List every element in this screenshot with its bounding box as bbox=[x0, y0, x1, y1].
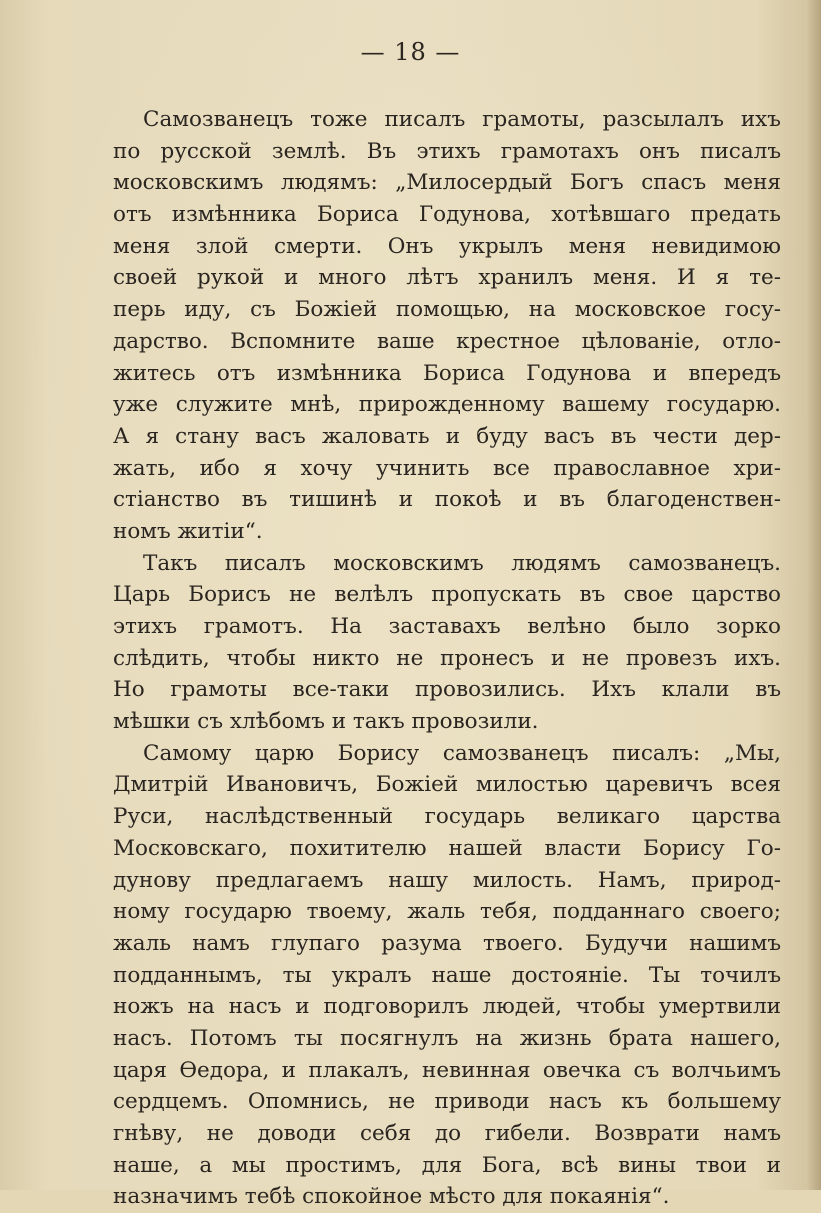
text-line: жаль намъ глупаго разума твоего. Будучи нашимъ bbox=[113, 930, 781, 956]
text-line: уже служите мнѣ, прирожденному вашему государю. bbox=[113, 392, 781, 418]
text-line: ножъ на насъ и подговорилъ людей, чтобы умертвили bbox=[113, 994, 781, 1020]
text-line: стіанство въ тишинѣ и покоѣ и въ благоденствен- bbox=[113, 487, 781, 513]
text-line: наше, а мы простимъ, для Бога, всѣ вины твои и bbox=[113, 1152, 781, 1178]
page-number: — 18 — bbox=[360, 38, 461, 66]
text-line: Московскаго, похитителю нашей власти Борису Го- bbox=[113, 835, 781, 861]
text-line: по русской землѣ. Въ этихъ грамотахъ онъ писалъ bbox=[113, 138, 781, 164]
text-line: сердцемъ. Опомнись, не приводи насъ къ большему bbox=[113, 1089, 781, 1115]
text-line: отъ измѣнника Бориса Годунова, хотѣвшаго предать bbox=[113, 202, 781, 228]
text-line: Такъ писалъ московскимъ людямъ самозванецъ. bbox=[143, 550, 781, 576]
text-line: номъ житіи“. bbox=[113, 518, 263, 544]
text-line: Дмитрій Ивановичъ, Божіей милостью царевичъ всея bbox=[113, 772, 781, 798]
body-text bbox=[113, 104, 781, 1213]
text-line: Самозванецъ тоже писалъ грамоты, разсылалъ ихъ bbox=[143, 107, 781, 132]
text-line: меня злой смерти. Онъ укрылъ меня невидимою bbox=[113, 233, 781, 259]
text-line: Самому царю Борису самозванецъ писалъ: „Мы, bbox=[143, 740, 781, 766]
text-line: перь иду, съ Божіей помощью, на московское госу- bbox=[113, 297, 781, 323]
text-line: дарство. Вспомните ваше крестное цѣлованіе, отло- bbox=[113, 328, 781, 354]
text-line: гнѣву, не доводи себя до гибели. Возврати намъ bbox=[113, 1121, 781, 1146]
text-line: слѣдить, чтобы никто не пронесъ и не провезъ ихъ. bbox=[113, 645, 781, 671]
text-line: Руси, наслѣдственный государь великаго царства bbox=[113, 804, 781, 830]
text-line: жать, ибо я хочу учинить все православное хри- bbox=[113, 455, 781, 481]
text-line: Царь Борисъ не велѣлъ пропускать въ свое царство bbox=[113, 582, 781, 608]
page-edge-shadow bbox=[807, 0, 821, 1190]
text-line: подданнымъ, ты укралъ наше достояніе. Ты точилъ bbox=[113, 962, 781, 988]
text-line: насъ. Потомъ ты посягнулъ на жизнь брата нашего, bbox=[113, 1025, 781, 1051]
text-line: царя Өедора, и плакалъ, невинная овечка съ волчьимъ bbox=[113, 1057, 781, 1083]
text-line: А я стану васъ жаловать и буду васъ въ чести дер- bbox=[113, 423, 781, 449]
text-line: этихъ грамотъ. На заставахъ велѣно было зорко bbox=[113, 614, 781, 639]
text-line: житесь отъ измѣнника Бориса Годунова и впередъ bbox=[113, 360, 781, 386]
text-line: назначимъ тебѣ спокойное мѣсто для покаянія“. bbox=[113, 1184, 670, 1210]
text-line: московскимъ людямъ: „Милосердый Богъ спасъ меня bbox=[113, 170, 781, 196]
text-line: Но грамоты все-таки провозились. Ихъ клали въ bbox=[113, 677, 781, 703]
text-line: мѣшки съ хлѣбомъ и такъ провозили. bbox=[113, 709, 539, 735]
text-line: дунову предлагаемъ нашу милость. Намъ, природ- bbox=[113, 867, 781, 893]
text-line: ному государю твоему, жаль тебя, подданнаго своего; bbox=[113, 899, 781, 925]
text-line: своей рукой и много лѣтъ хранилъ меня. И я те- bbox=[113, 265, 781, 291]
